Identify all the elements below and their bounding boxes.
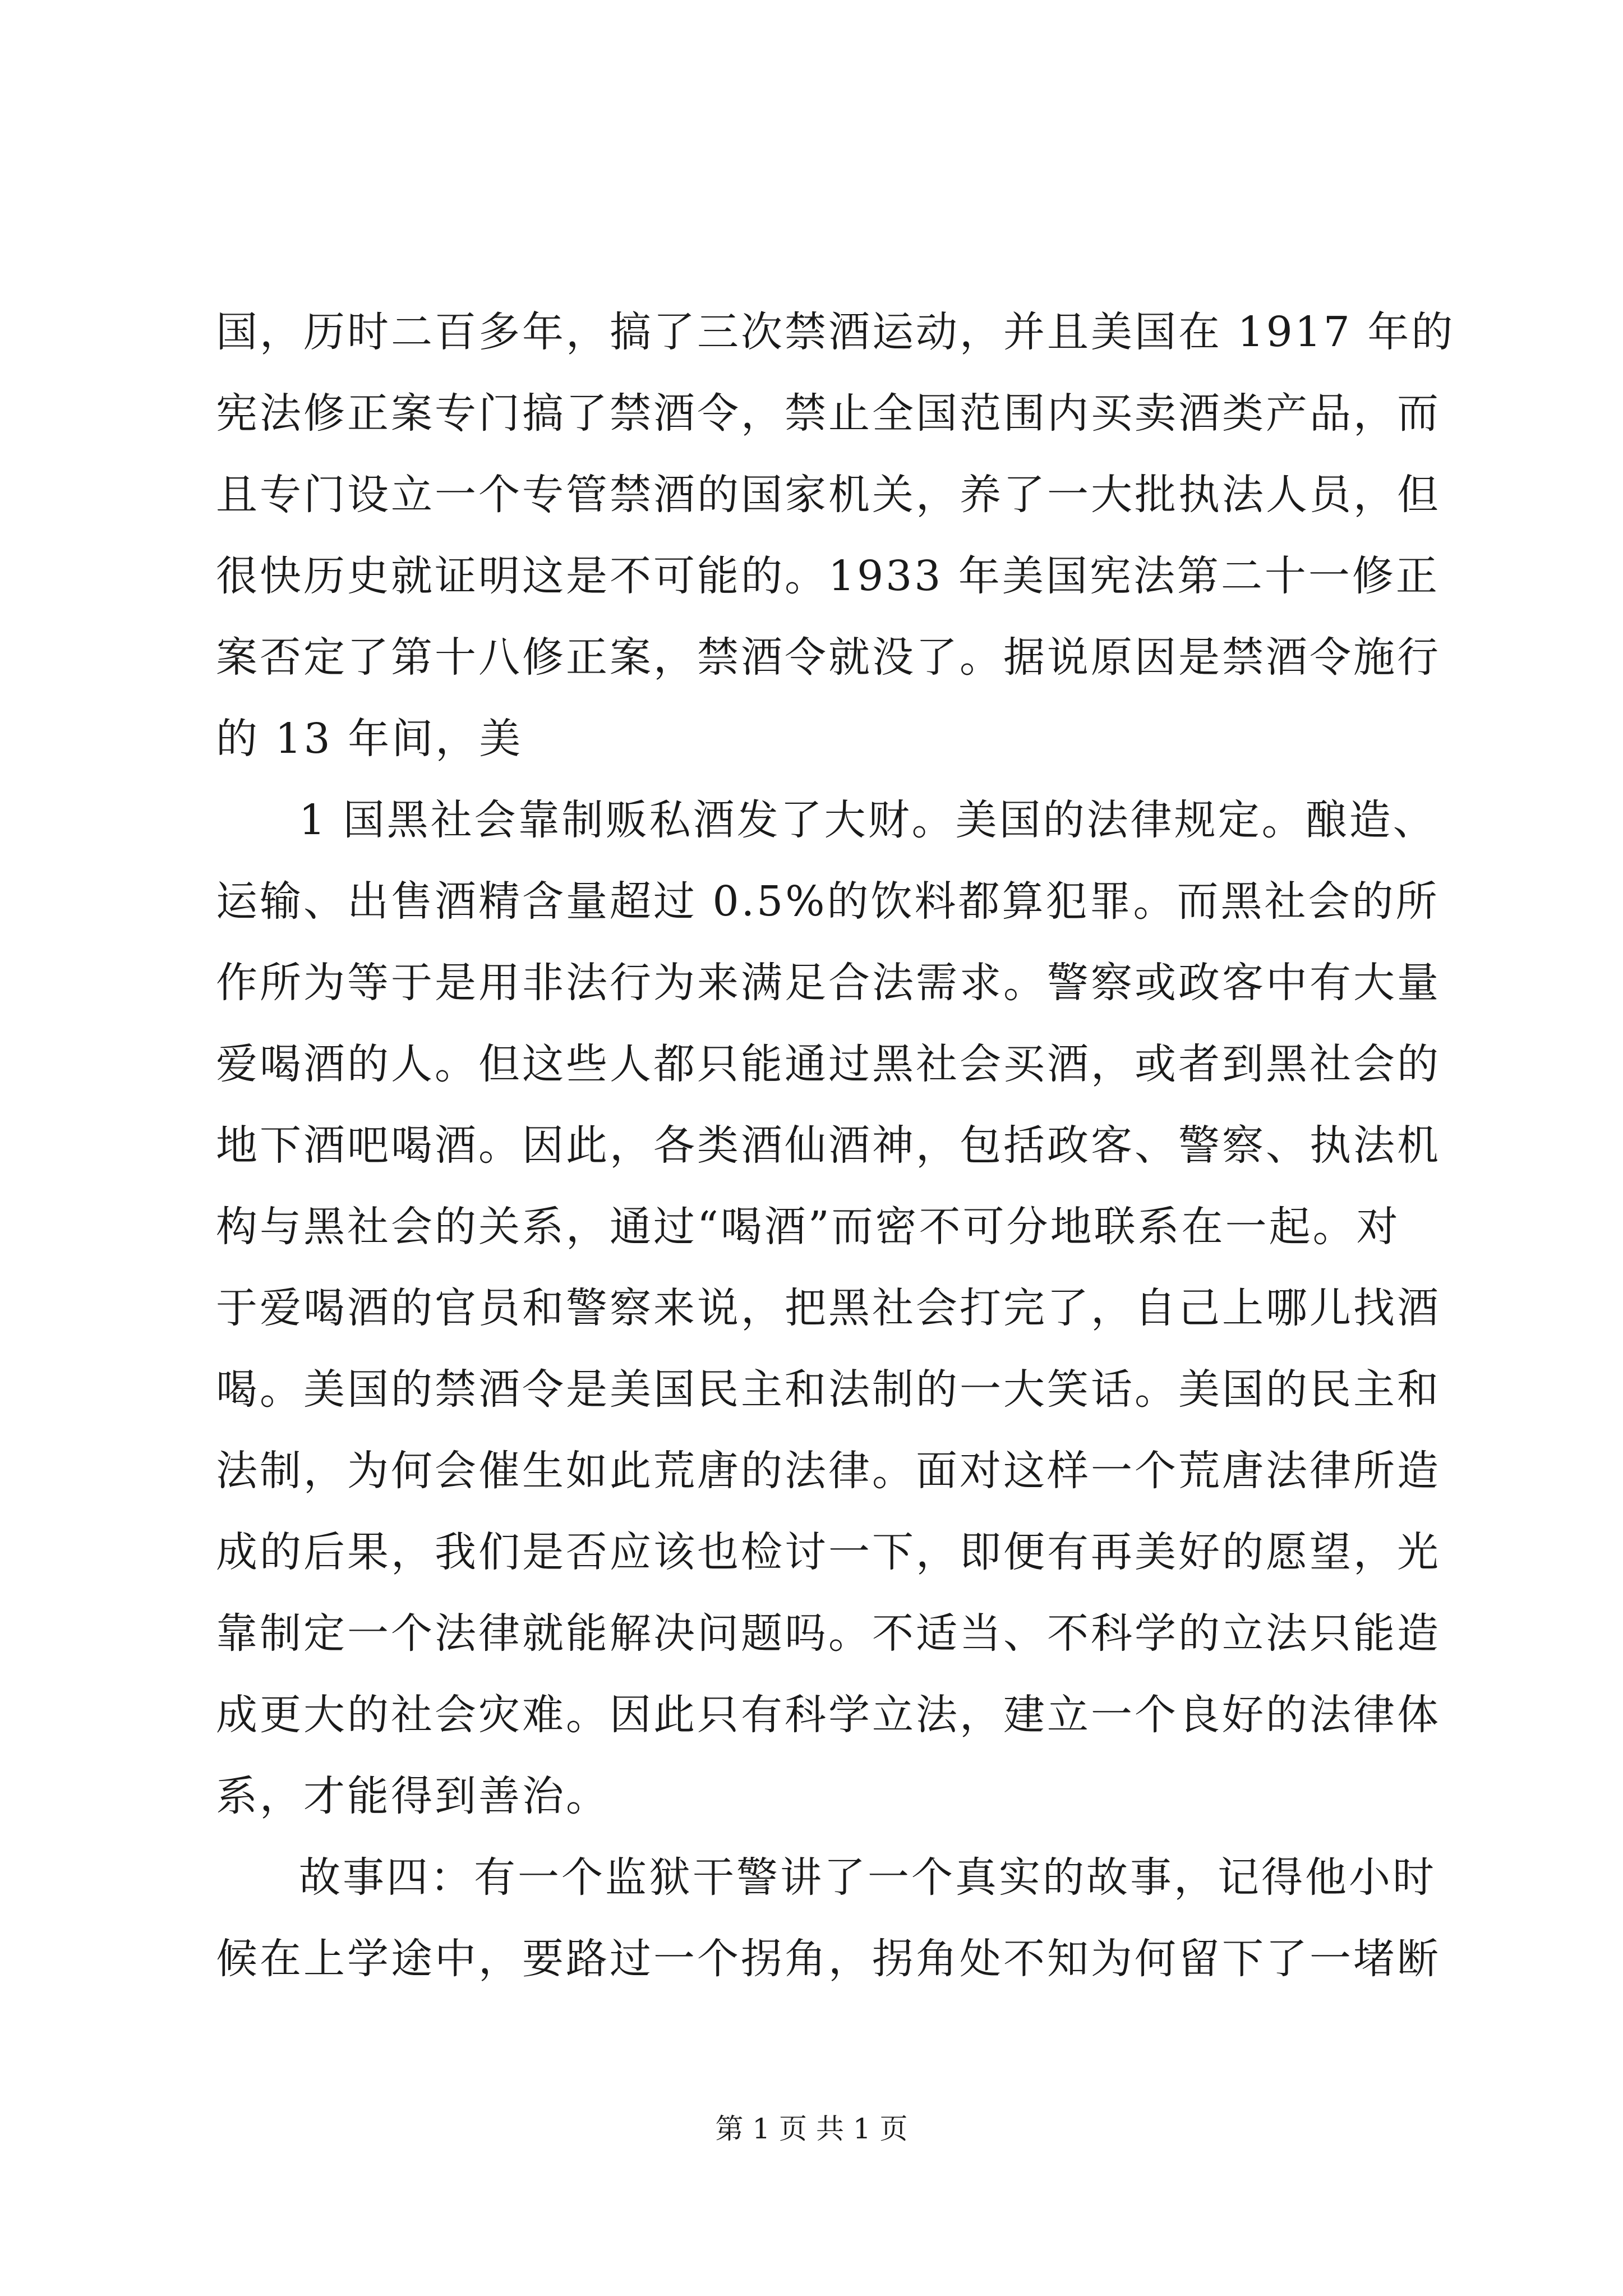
page-footer: 第 1 页 共 1 页 [715, 2113, 908, 2145]
text-line: 靠制定一个法律就能解决问题吗。不适当、不科学的立法只能造 [216, 1609, 1441, 1658]
text-line: 1 国黑社会靠制贩私酒发了大财。美国的法律规定。酿造、 [299, 796, 1437, 844]
text-line: 作所为等于是用非法行为来满足合法需求。警察或政客中有大量 [216, 959, 1441, 1007]
paragraph-1 [216, 292, 1455, 780]
text-line: 宪法修正案专门搞了禁酒令，禁止全国范围内买卖酒类产品，而 [216, 389, 1441, 438]
text-line: 爱喝酒的人。但这些人都只能通过黑社会买酒，或者到黑社会的 [216, 1040, 1441, 1088]
paragraph-2 [216, 780, 1441, 1837]
text-line: 法制，为何会催生如此荒唐的法律。面对这样一个荒唐法律所造 [216, 1447, 1441, 1495]
text-line: 案否定了第十八修正案，禁酒令就没了。据说原因是禁酒令施行 [216, 633, 1441, 682]
text-line: 构与黑社会的关系，通过“喝酒”而密不可分地联系在一起。对 [216, 1203, 1400, 1251]
text-line: 国，历时二百多年，搞了三次禁酒运动，并且美国在 1917 年的 [216, 308, 1455, 356]
text-line: 运输、出售酒精含量超过 0.5%的饮料都算犯罪。而黑社会的所 [216, 877, 1440, 926]
document-body [216, 292, 1455, 2000]
text-line: 地下酒吧喝酒。因此，各类酒仙酒神，包括政客、警察、执法机 [216, 1121, 1441, 1170]
text-line: 且专门设立一个专管禁酒的国家机关，养了一大批执法人员，但 [216, 471, 1441, 519]
text-line: 的 13 年间，美 [216, 715, 523, 763]
text-line: 喝。美国的禁酒令是美国民主和法制的一大笑话。美国的民主和 [216, 1365, 1441, 1414]
text-line: 系，才能得到善治。 [216, 1772, 610, 1820]
paragraph-3 [216, 1837, 1441, 2000]
text-line: 于爱喝酒的官员和警察来说，把黑社会打完了，自己上哪儿找酒 [216, 1284, 1441, 1332]
text-line: 故事四：有一个监狱干警讲了一个真实的故事，记得他小时 [299, 1853, 1436, 1902]
text-line: 候在上学途中，要路过一个拐角，拐角处不知为何留下了一堵断 [216, 1935, 1441, 1983]
text-line: 很快历史就证明这是不可能的。1933 年美国宪法第二十一修正 [216, 552, 1440, 600]
text-line: 成更大的社会灾难。因此只有科学立法，建立一个良好的法律体 [216, 1691, 1441, 1739]
text-line: 成的后果，我们是否应该也检讨一下，即便有再美好的愿望，光 [216, 1528, 1441, 1576]
